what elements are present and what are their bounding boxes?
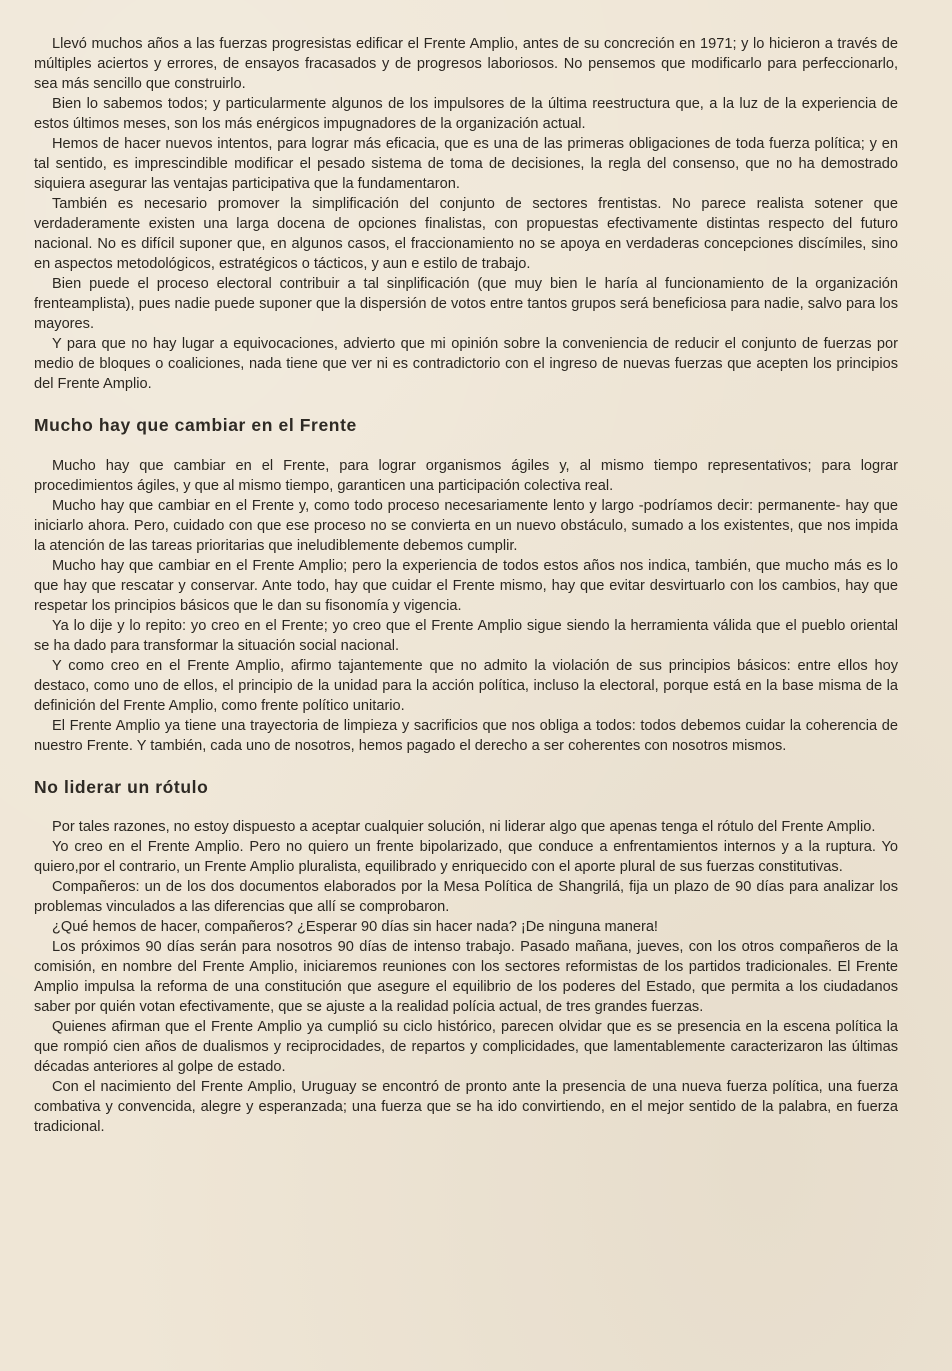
paragraph: Hemos de hacer nuevos intentos, para lograr más eficacia, que es una de las primeras obligaciones de toda fuerza política; y en tal sentido, es imprescindible modificar el pesado sistema de toma de decisiones, la regla del consenso, que no ha demostrado siquiera asegurar las ventajas participativa que la fundamentaron. (34, 136, 898, 192)
section-heading: Mucho hay que cambiar en el Frente (34, 415, 357, 435)
paragraph: Ya lo dije y lo repito: yo creo en el Frente; yo creo que el Frente Amplio sigue siendo la herramienta válida que el pueblo oriental se ha dado para transformar la situación social nacional. (34, 618, 898, 654)
paragraph: Compañeros: un de los dos documentos elaborados por la Mesa Política de Shangrilá, fija un plazo de 90 días para analizar los problemas vinculados a las diferencias que allí se comprobaron. (34, 879, 898, 915)
paragraph: Y como creo en el Frente Amplio, afirmo tajantemente que no admito la violación de sus principios básicos: entre ellos hoy destaco, como uno de ellos, el principio de la unidad para la acción política, incluso la electoral, porque está en la base misma de la definición del Frente Amplio, como frente político unitario. (34, 658, 898, 714)
paragraph: Bien lo sabemos todos; y particularmente algunos de los impulsores de la última reestructura que, a la luz de la experiencia de estos últimos meses, son los más enérgicos impugnadores de la organización actual. (34, 96, 898, 132)
document-body (34, 34, 898, 1137)
paragraph: Con el nacimiento del Frente Amplio, Uruguay se encontró de pronto ante la presencia de una nueva fuerza política, una fuerza combativa y convencida, alegre y esperanzada; una fuerza que se ha ido convirtiendo, en el mejor sentido de la palabra, en fuerza tradicional. (34, 1079, 898, 1135)
paragraph: Mucho hay que cambiar en el Frente Amplio; pero la experiencia de todos estos años nos indica, también, que mucho más es lo que hay que rescatar y conservar. Ante todo, hay que cuidar el Frente mismo, hay que evitar desvirtuarlo con los cambios, hay que respetar los principios básicos que le dan su fisonomía y vigencia. (34, 558, 898, 614)
intro-section (34, 34, 898, 394)
paragraph: Llevó muchos años a las fuerzas progresistas edificar el Frente Amplio, antes de su concreción en 1971; y lo hicieron a través de múltiples aciertos y errores, de ensayos fracasados y de progresos laboriosos. No pensemos que modificarlo para perfeccionarlo, sea más sencillo que construirlo. (34, 36, 898, 92)
section-body (34, 817, 898, 1137)
paragraph: Yo creo en el Frente Amplio. Pero no quiero un frente bipolarizado, que conduce a enfrentamientos internos y a la ruptura. Yo quiero,por el contrario, un Frente Amplio pluralista, equilibrado y enriquecido con el aporte plural de sus fuerzas constitutivas. (34, 839, 898, 875)
paragraph: Y para que no hay lugar a equivocaciones, advierto que mi opinión sobre la conveniencia de reducir el conjunto de fuerzas por medio de bloques o coaliciones, nada tiene que ver ni es contradictorio con el ingreso de nuevas fuerzas que acepten los principios del Frente Amplio. (34, 336, 898, 392)
section-body (34, 456, 898, 756)
paragraph: Los próximos 90 días serán para nosotros 90 días de intenso trabajo. Pasado mañana, jueves, con los otros compañeros de la comisión, en nombre del Frente Amplio, iniciaremos reuniones con los sectores reformistas de los partidos tradicionales. El Frente Amplio impulsa la reforma de una constitución que asegure el equilibrio de los poderes del Estado, que permita a los ciudadanos saber por quién votan efectivamente, que se ajuste a la realidad polícia actual, de tres grandes fuerzas. (34, 939, 898, 1015)
section-heading: No liderar un rótulo (34, 777, 209, 797)
paragraph: Mucho hay que cambiar en el Frente y, como todo proceso necesariamente lento y largo -podríamos decir: permanente- hay que iniciarlo ahora. Pero, cuidado con que ese proceso no se convierta en un nuevo obstáculo, sumado a los existentes, que nos impida la atención de las tareas prioritarias que ineludiblemente debemos cumplir. (34, 498, 898, 554)
paragraph: ¿Qué hemos de hacer, compañeros? ¿Esperar 90 días sin hacer nada? ¡De ninguna manera! (52, 919, 658, 935)
paragraph: Por tales razones, no estoy dispuesto a aceptar cualquier solución, ni liderar algo que apenas tenga el rótulo del Frente Amplio. (52, 819, 876, 835)
paragraph: Bien puede el proceso electoral contribuir a tal sinplificación (que muy bien le haría al funcionamiento de la organización frenteamplista), pues nadie puede suponer que la dispersión de votos entre tantos grupos será beneficiosa para nadie, salvo para los mayores. (34, 276, 898, 332)
paragraph: Mucho hay que cambiar en el Frente, para lograr organismos ágiles y, al mismo tiempo representativos; para lograr procedimientos ágiles, y que al mismo tiempo, garanticen una participación colectiva real. (34, 458, 898, 494)
paragraph: El Frente Amplio ya tiene una trayectoria de limpieza y sacrificios que nos obliga a todos: todos debemos cuidar la coherencia de nuestro Frente. Y también, cada uno de nosotros, hemos pagado el derecho a ser coherentes con nosotros mismos. (34, 718, 898, 754)
paragraph: También es necesario promover la simplificación del conjunto de sectores frentistas. No parece realista sotener que verdaderamente existen una larga docena de opciones finalistas, con propuestas efectivamente distintas respecto del futuro nacional. No es difícil suponer que, en algunos casos, el fraccionamiento no se apoya en verdaderas concepciones discímiles, sino en aspectos metodológicos, estratégicos o tácticos, y aun e estilo de trabajo. (34, 196, 898, 272)
paragraph: Quienes afirman que el Frente Amplio ya cumplió su ciclo histórico, parecen olvidar que es se presencia en la escena política la que rompió cien años de dualismos y reciprocidades, de repartos y complicidades, que lamentablemente caracterizaron las últimas décadas anteriores al golpe de estado. (34, 1019, 898, 1075)
